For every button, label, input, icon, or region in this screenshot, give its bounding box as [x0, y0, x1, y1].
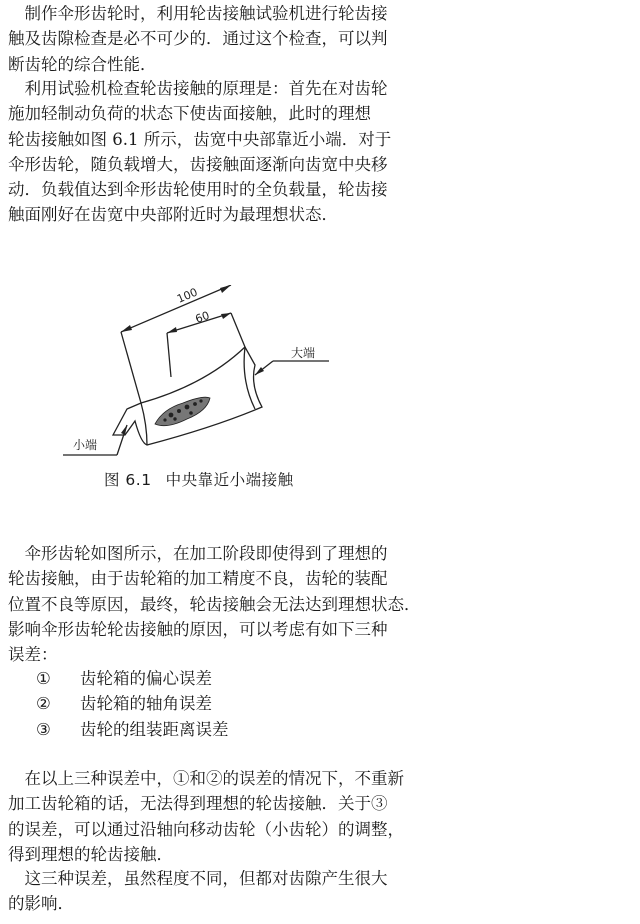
text-line: 的影响． — [8, 894, 74, 914]
figure-caption — [104, 468, 294, 490]
text-line: 误差： — [8, 645, 58, 665]
paragraph-causes — [8, 541, 421, 667]
text-line: 利用试验机检查轮齿接触的原理是：首先在对齿轮 — [8, 79, 388, 98]
text-line: 得到理想的轮齿接触． — [8, 844, 173, 864]
list-marker: ① — [36, 669, 51, 688]
contact-pattern — [155, 397, 210, 425]
paragraph-backlash-effect — [8, 866, 418, 917]
text-line: 影响伞形齿轮轮齿接触的原因，可以考虑有如下三种 — [8, 619, 388, 639]
text-line: 的误差，可以通过沿轴向移动齿轮（小齿轮）的调整， — [8, 819, 404, 839]
text-line: 伞形齿轮，随负载增大，齿接触面逐渐向齿宽中央移 — [8, 154, 388, 174]
label-large-end: 大端 — [291, 346, 316, 360]
text-line: 制作伞形齿轮时，利用轮齿接触试验机进行轮齿接 — [8, 4, 388, 23]
errors-list — [36, 666, 229, 742]
text-line: 加工齿轮箱的话，无法得到理想的轮齿接触．关于③ — [8, 794, 388, 814]
text-line: 断齿轮的综合性能． — [8, 54, 157, 74]
text-line: 位置不良等原因，最终，轮齿接触会无法达到理想状态． — [8, 594, 421, 614]
list-item-text: 齿轮箱的偏心误差 — [80, 669, 212, 688]
paragraph-intro — [8, 1, 418, 77]
dimension-label-60: 60 — [193, 308, 212, 326]
text-line: 轮齿接触如图 6.1 所示，齿宽中央部靠近小端．对于 — [8, 129, 392, 149]
text-line: 动．负载值达到伞形齿轮使用时的全负载量，轮齿接 — [8, 180, 388, 200]
list-marker: ② — [36, 694, 51, 714]
extension-line — [167, 333, 171, 377]
list-item-text: 齿轮的组装距离误差 — [80, 719, 229, 739]
extension-line — [121, 332, 141, 403]
text-line: 伞形齿轮如图所示，在加工阶段即使得到了理想的 — [8, 544, 388, 563]
list-item — [36, 691, 229, 716]
dimension-line-100 — [121, 285, 231, 332]
gear-tooth-outline — [113, 347, 262, 445]
text-line: 轮齿接触，由于齿轮箱的加工精度不良，齿轮的装配 — [8, 569, 388, 589]
list-item — [36, 666, 229, 691]
extension-line — [231, 313, 245, 347]
text-line: 触面刚好在齿宽中央部附近时为最理想状态． — [8, 205, 338, 225]
label-small-end: 小端 — [73, 438, 98, 452]
text-line: 触及齿隙检查是必不可少的．通过这个检查，可以判 — [8, 29, 388, 49]
gear-tooth-contact-figure — [55, 285, 345, 465]
figure-number: 图 6.1 — [104, 471, 152, 489]
text-line: 这三种误差，虽然程度不同，但都对齿隙产生很大 — [8, 869, 388, 888]
list-item — [36, 717, 229, 742]
paragraph-principle — [8, 76, 418, 228]
figure-caption-text: 中央靠近小端接触 — [165, 471, 294, 489]
text-line: 施加轻制动负荷的状态下使齿面接触，此时的理想 — [8, 104, 371, 124]
list-item-text: 齿轮箱的轴角误差 — [80, 694, 212, 714]
paragraph-adjustment — [8, 766, 418, 867]
list-marker: ③ — [36, 719, 51, 739]
dimension-label-100: 100 — [175, 285, 200, 306]
text-line: 在以上三种误差中，①和②的误差的情况下，不重新 — [8, 769, 404, 788]
